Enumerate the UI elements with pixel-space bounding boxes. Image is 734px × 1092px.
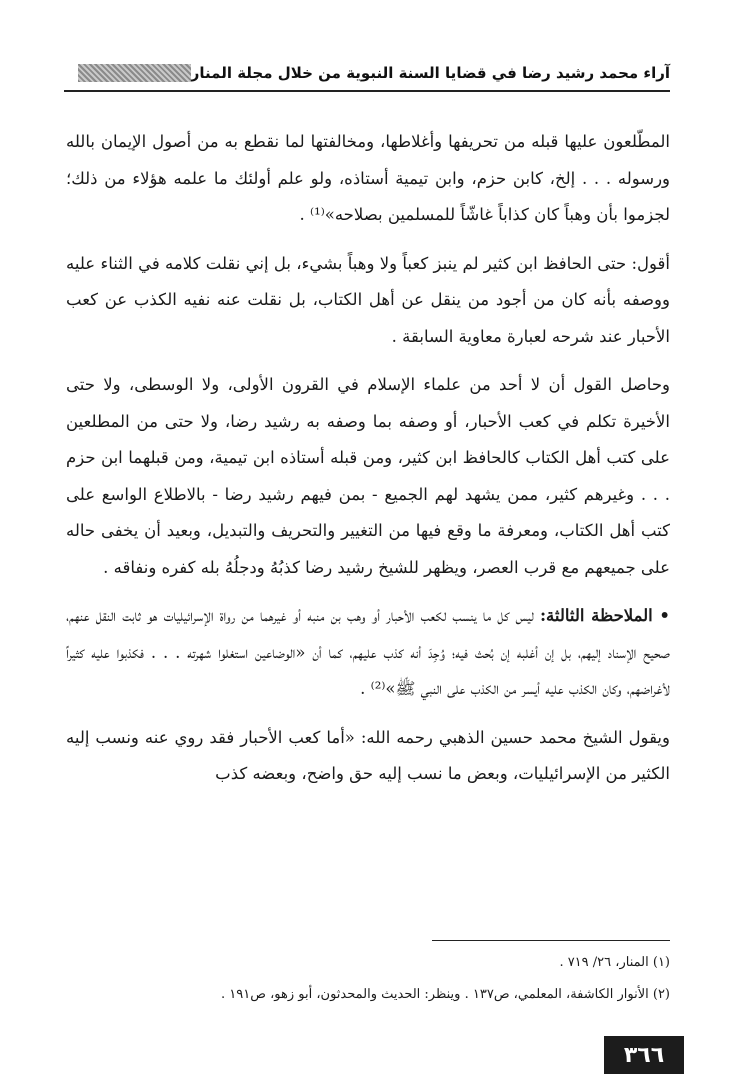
footnote-2: (٢) الأنوار الكاشفة، المعلمي، ص١٣٧ . وينظر: الحديث والمحدثون، أبو زهو، ص١٩١ . — [221, 987, 670, 1002]
paragraph-1: المطّلعون عليها قبله من تحريفها وأغلاطها، ومخالفتها لما نقطع به من أصول الإيمان بالله ورسوله . . . إلخ، كابن حزم، وابن تيمية أستاذه، ولو علم أولئك ما علمه هؤلاء من ذلك؛ لجزموا بأن وهباً كان كذاباً غاشّاً للمسلمين بصلاحه»⁽¹⁾ . — [66, 132, 671, 224]
header-divider — [64, 90, 670, 92]
running-header — [64, 62, 670, 84]
paragraph-5: ويقول الشيخ محمد حسين الذهبي رحمه الله: «أما كعب الأحبار فقد روي عنه ونسب إليه الكثير من الإسرائيليات، وبعض ما نسب إليه حق واضح، وبعضه كذب — [66, 727, 670, 783]
header-decorative-bar — [78, 64, 191, 82]
paragraph-2: أقول: حتى الحافظ ابن كثير لم ينبز كعباً ولا وهباً بشيء، بل إني نقلت كلامه في الثناء عليه ووصفه بأنه كان من أجود من ينقل عن أهل الكتاب، بل نقلت عنه نفيه الكذب عن كعب الأحبار عند شرحه لعبارة معاوية السابقة . — [66, 253, 670, 346]
paragraph-4-lead: • الملاحظة الثالثة: — [539, 606, 670, 625]
paragraph-4-text: ليس كل ما ينسب لكعب الأحبار أو وهب بن منبه أو غيرهما من رواة الإسرائيليات هو ثابت النقل عنهم، صحيح الإسناد إليهم، بل إن أغلبه إن بُحث فيه؛ وُجِدَ أنه كذب عليهم، كما أن «الوضاعين استغلوا شهرته . . . فكذبوا عليه كثيراً لأغراضهم، وكان الكذب عليه أيسر من الكذب على النبي ﷺ»⁽²⁾ . — [66, 606, 670, 698]
footnote-divider — [432, 940, 670, 941]
page-number: ٣٦٦ — [604, 1036, 684, 1074]
body-text — [66, 124, 670, 805]
paragraph-3: وحاصل القول أن لا أحد من علماء الإسلام في القرون الأولى، ولا الوسطى، ولا حتى الأخيرة تكلم في كعب الأحبار، أو وصفه بما وصفه به رشيد رضا، ولا حتى من المطلعين على كتب أهل الكتاب كالحافظ ابن كثير، ومن قبله أستاذه ابن تيمية، ومن قبلهما ابن حزم . . . وغيرهم كثير، ممن يشهد لهم الجميع - بمن فيهم رشيد رضا - بالاطلاع الواسع على كتب أهل الكتاب، ومعرفة ما وقع فيها من التغيير والتحريف والتبديل، وبعيد أن يخفى حاله على جميعهم مع قرب العصر، ويظهر للشيخ رشيد رضا كذبُهُ ودجلُهُ بله كفره ونفاقه . — [66, 375, 670, 577]
footnote-1: (١) المنار، ٢٦/ ٧١٩ . — [559, 955, 670, 970]
running-header-title: آراء محمد رشيد رضا في قضايا السنة النبوية من خلال مجلة المنار — [190, 64, 670, 82]
paragraph-4 — [66, 598, 670, 708]
footnotes — [66, 947, 670, 1011]
